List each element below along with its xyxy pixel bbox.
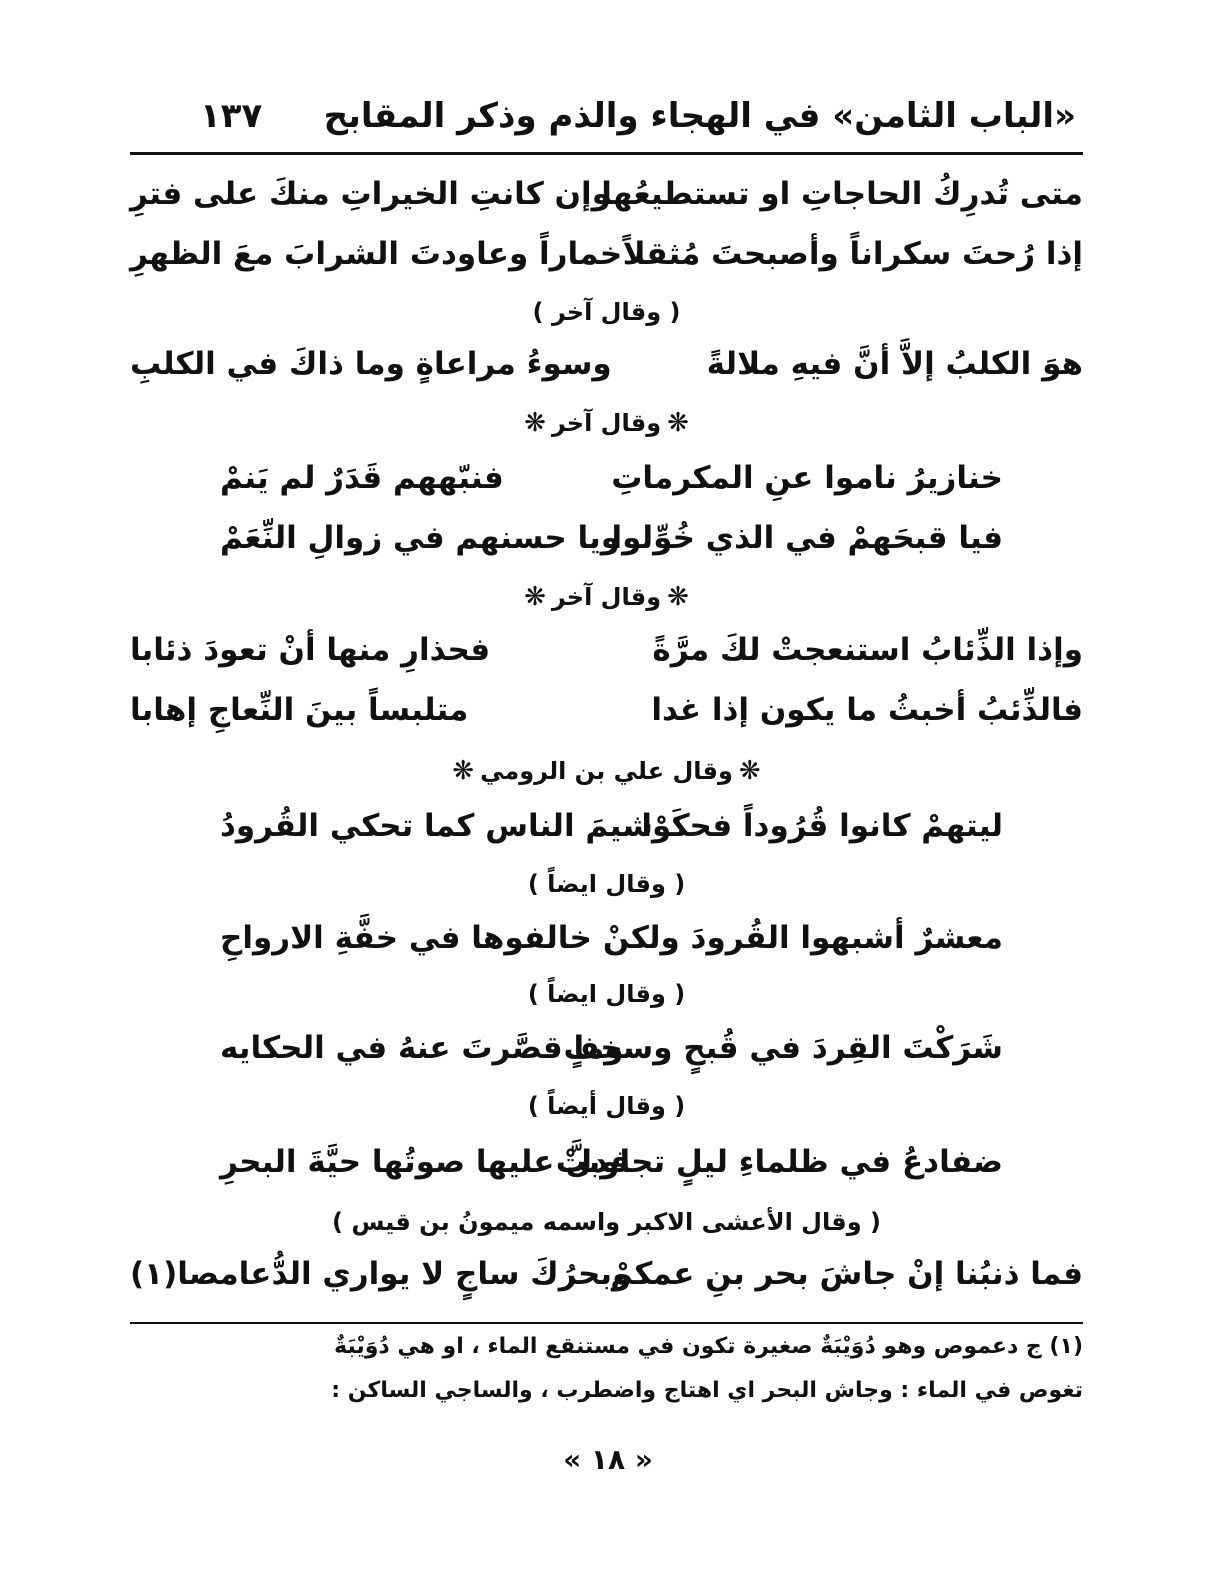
verse-9 (130, 920, 1083, 968)
hemistich-second: وبحرُكَ ساجٍ لا يواري الدُّعامصا(١) (130, 1256, 632, 1292)
hemistich-first: ليتهمْ كانوا قُرُوداً فحكَوْا (641, 808, 1003, 844)
speaker-intro: ( وقال آخر ) (532, 298, 681, 326)
asterism-icon: ❋ (738, 756, 761, 786)
speaker-intro: ( وقال أيضاً ) (527, 1092, 686, 1120)
verse-7 (130, 692, 1083, 740)
hemistich-first: معشرٌ أشبهوا القُرودَ ولكنْ (602, 920, 1003, 956)
hemistich-second: وسوءُ مراعاةٍ وما ذاكَ في الكلبِ (130, 346, 612, 382)
footnote-rule (130, 1322, 1083, 1324)
hemistich-second: متلبساً بينَ النِّعاجِ إهابا (130, 692, 469, 728)
hemistich-first: فالذِّئبُ أخبثُ ما يكون إذا غدا (651, 692, 1083, 728)
footnote-line: تغوص في الماء : وجاش البحر اي اهتاج واضطرب ، والساجي الساكن : (331, 1378, 1083, 1403)
hemistich-second: وإن كانتِ الخيراتِ منكَ على فترِ (130, 176, 611, 212)
page-number: « ١٨ » (563, 1443, 653, 1476)
verse-4 (130, 460, 1083, 508)
asterism-icon: ❋ (667, 582, 689, 612)
header-page-number: ١٣٧ (200, 96, 263, 136)
hemistich-first: شَرَكْتَ القِردَ في قُبحٍ وسخفٍ (563, 1030, 1003, 1066)
verse-2 (130, 236, 1083, 284)
hemistich-first: وإذا الذِّئابُ استنعجتْ لكَ مرَّةً (652, 632, 1083, 668)
verse-11 (130, 1144, 1083, 1192)
hemistich-second: خماراً وعاودتَ الشرابَ معَ الظهرِ (130, 236, 623, 272)
speaker-intro: ( وقال ايضاً ) (527, 870, 686, 898)
hemistich-first: ضفادعُ في ظلماءِ ليلٍ تجاوبتْ (555, 1144, 1003, 1180)
speaker-intro: ( وقال الأعشى الاكبر واسمه ميمونُ بن قيس ) (332, 1208, 881, 1236)
hemistich-second: خالفوها في خفَّةِ الارواحِ (220, 920, 592, 956)
verse-1 (130, 176, 1083, 224)
hemistich-second: فدلَّ عليها صوتُها حيَّةَ البحرِ (220, 1144, 631, 1180)
speaker-intro-text: وقال آخر (551, 583, 662, 611)
hemistich-first: متى تُدرِكُ الحاجاتِ او تستطيعُها (601, 176, 1083, 212)
hemistich-second: فحذارِ منها أنْ تعودَ ذئابا (130, 632, 491, 668)
speaker-intro: ( وقال ايضاً ) (527, 980, 686, 1008)
hemistich-first: خنازيرُ ناموا عنِ المكرماتِ (611, 460, 1003, 496)
footnote-line: (١) ج دعموص وهو دُوَيْبَةٌ صغيرة تكون في مستنقع الماء ، او هي دُوَيْبَةٌ (334, 1334, 1083, 1359)
hemistich-first: إذا رُحتَ سكراناً وأصبحتَ مُثقلاً (622, 236, 1083, 272)
header-rule (130, 152, 1083, 155)
asterism-icon: ❋ (667, 408, 689, 438)
hemistich-second: وما قصَّرتَ عنهُ في الحكايه (220, 1030, 624, 1066)
chapter-title: «الباب الثامن» في الهجاء والذم وذكر المقابح (323, 96, 1076, 136)
hemistich-second: ويا حسنهم في زوالِ النِّعَمْ (220, 520, 621, 556)
running-header (130, 96, 1076, 148)
hemistich-first: هوَ الكلبُ إلاَّ أنَّ فيهِ ملالةً (706, 346, 1083, 382)
asterism-icon: ❋ (524, 582, 546, 612)
speaker-intro-text: وقال آخر (551, 409, 662, 437)
hemistich-first: فيا قبحَهمْ في الذي خُوِّلوا (611, 520, 1003, 556)
hemistich-second: فنبّههم قَدَرٌ لم يَنمْ (220, 460, 504, 496)
verse-3 (130, 346, 1083, 394)
verse-12 (130, 1256, 1083, 1304)
asterism-icon: ❋ (524, 408, 546, 438)
speaker-intro-text: وقال علي بن الرومي (480, 757, 733, 785)
verse-10 (130, 1030, 1083, 1078)
speaker-intro (130, 582, 1083, 616)
verse-8 (130, 808, 1083, 856)
speaker-intro (130, 756, 1083, 790)
verse-6 (130, 632, 1083, 680)
speaker-intro (130, 408, 1083, 442)
asterism-icon: ❋ (452, 756, 475, 786)
verse-5 (130, 520, 1083, 568)
hemistich-second: شيمَ الناس كما تحكي القُرودُ (220, 808, 653, 844)
hemistich-first: فما ذنبُنا إنْ جاشَ بحر بنِ عمكمْ (610, 1256, 1083, 1292)
